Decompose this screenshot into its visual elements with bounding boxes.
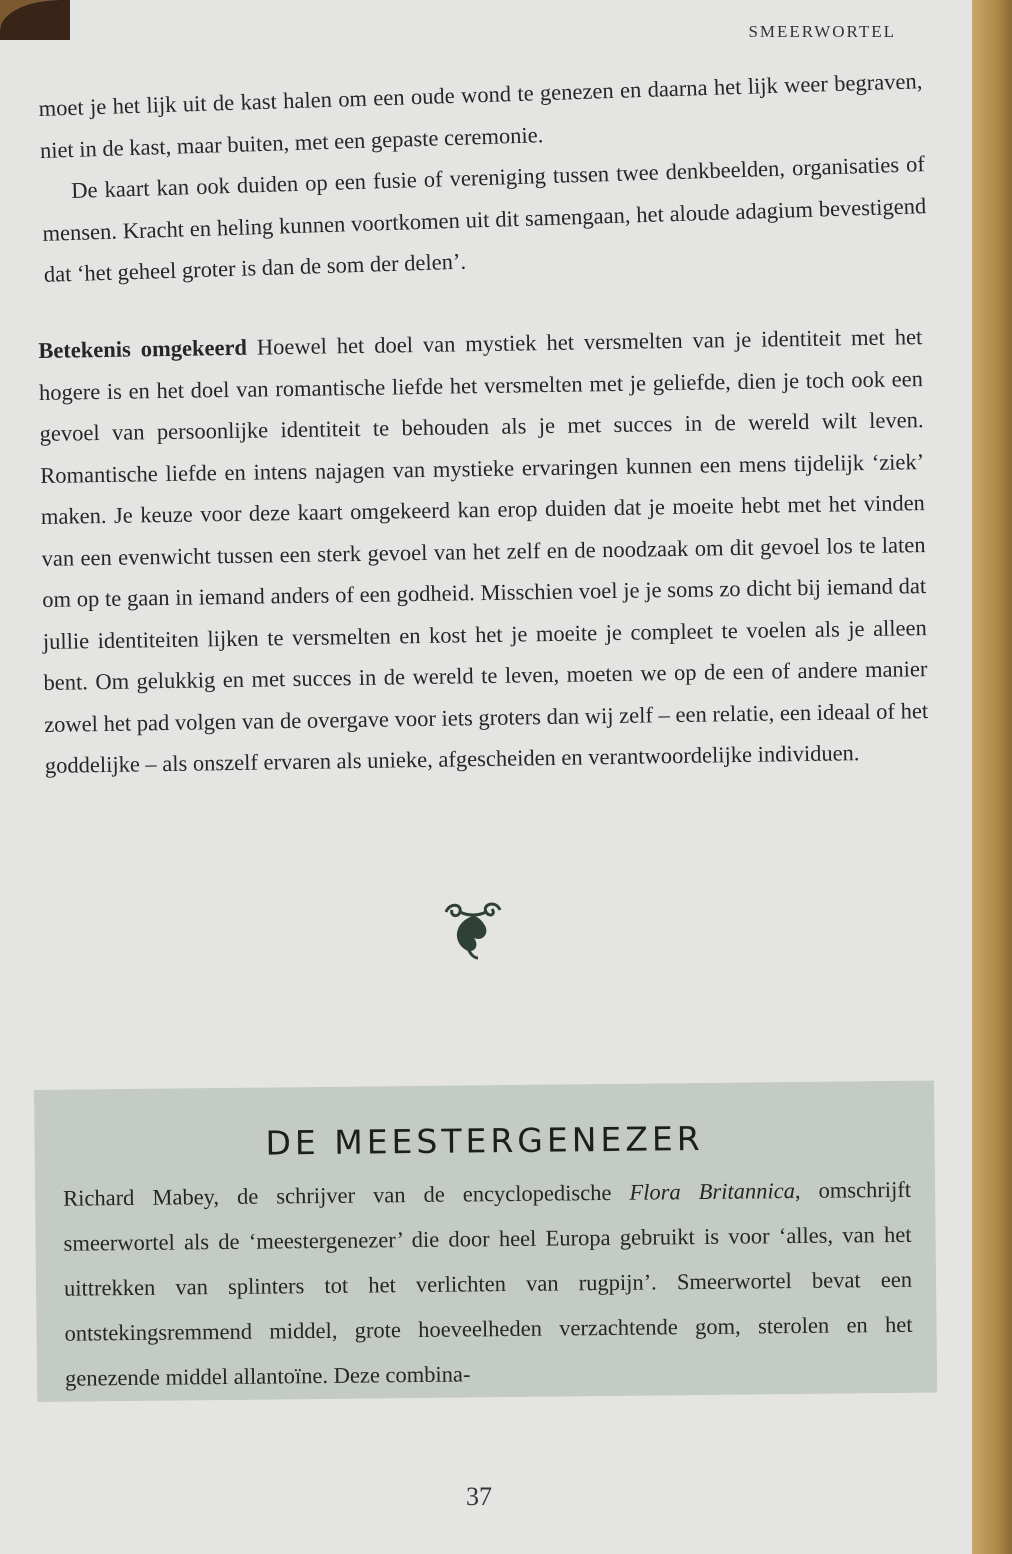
box-title: DE MEESTERGENEZER (265, 1118, 704, 1163)
paragraph-1: moet je het lijk uit de kast halen om een oude wond te genezen en daarna het lijk weer begraven, niet in de kast, maar buiten, met een gepaste ceremonie. (38, 68, 923, 163)
sidebar-box-master-healer (34, 1081, 937, 1402)
leaf-ornament-icon (440, 898, 506, 964)
book-cover-corner (0, 0, 70, 40)
paragraph-3-body: Hoewel het doel van mystiek het versmelten van je identiteit met het hogere is en het doel van romantische liefde het versmelten met je geliefde, dien je toch ook een gevoel van persoonlijke identiteit te behouden als je met succes in de wereld wilt leven. Romantische liefde en intens najagen van mystieke ervaringen kunnen een mens tijdelijk ‘ziek’ maken. Je keuze voor deze kaart omgekeerd kan erop duiden dat je moeite hebt met het vinden van een evenwicht tussen een sterk gevoel van het zelf en de noodzaak om dit gevoel los te laten om op te gaan in iemand anders of een godheid. Misschien voel je je soms zo dicht bij iemand dat jullie identiteiten lijken te versmelten en kost het je moeite je compleet te voelen als je alleen bent. Om gelukkig en met succes in de wereld te leven, moeten we op de een of andere manier zowel het pad volgen van de overgave voor iets groters dan wij zelf – een relatie, een ideaal of het goddelijke – als onszelf ervaren als unieke, afgescheiden en verantwoordelijke individuen. (38, 324, 929, 778)
box-text-part-2: , omschrijft smeerwortel als de ‘meestergenezer’ die door heel Europa gebruikt is voor ‘alles, van het uittrekken van splinters tot het verlichten van rugpijn’. Smeerwortel bevat een ontstekingsremmend middel, grote hoeveelheden verzachtende gom, sterolen en het genezende middel allantoïne. Deze combina- (63, 1176, 913, 1391)
box-text-part-1: Richard Mabey, de schrijver van de encyclopedische (63, 1179, 630, 1211)
box-text (63, 1167, 913, 1401)
running-head: SMEERWORTEL (748, 22, 896, 41)
text-block-reversed-meaning (38, 316, 929, 786)
paragraph-3 (38, 316, 929, 786)
box-text-italic: Flora Britannica (629, 1178, 796, 1205)
book-page-edge (972, 0, 1012, 1554)
page-number: 37 (466, 1482, 492, 1511)
paragraph-2: De kaart kan ook duiden op een fusie of vereniging tussen twee denkbeelden, organisaties of mensen. Kracht en heling kunnen voortkomen uit dit samengaan, het aloude adagium bevestigend dat ‘het geheel groter is dan de som der delen’. (42, 151, 927, 287)
paragraph-3-lead: Betekenis omgekeerd (38, 334, 248, 363)
text-block-top (38, 60, 928, 295)
